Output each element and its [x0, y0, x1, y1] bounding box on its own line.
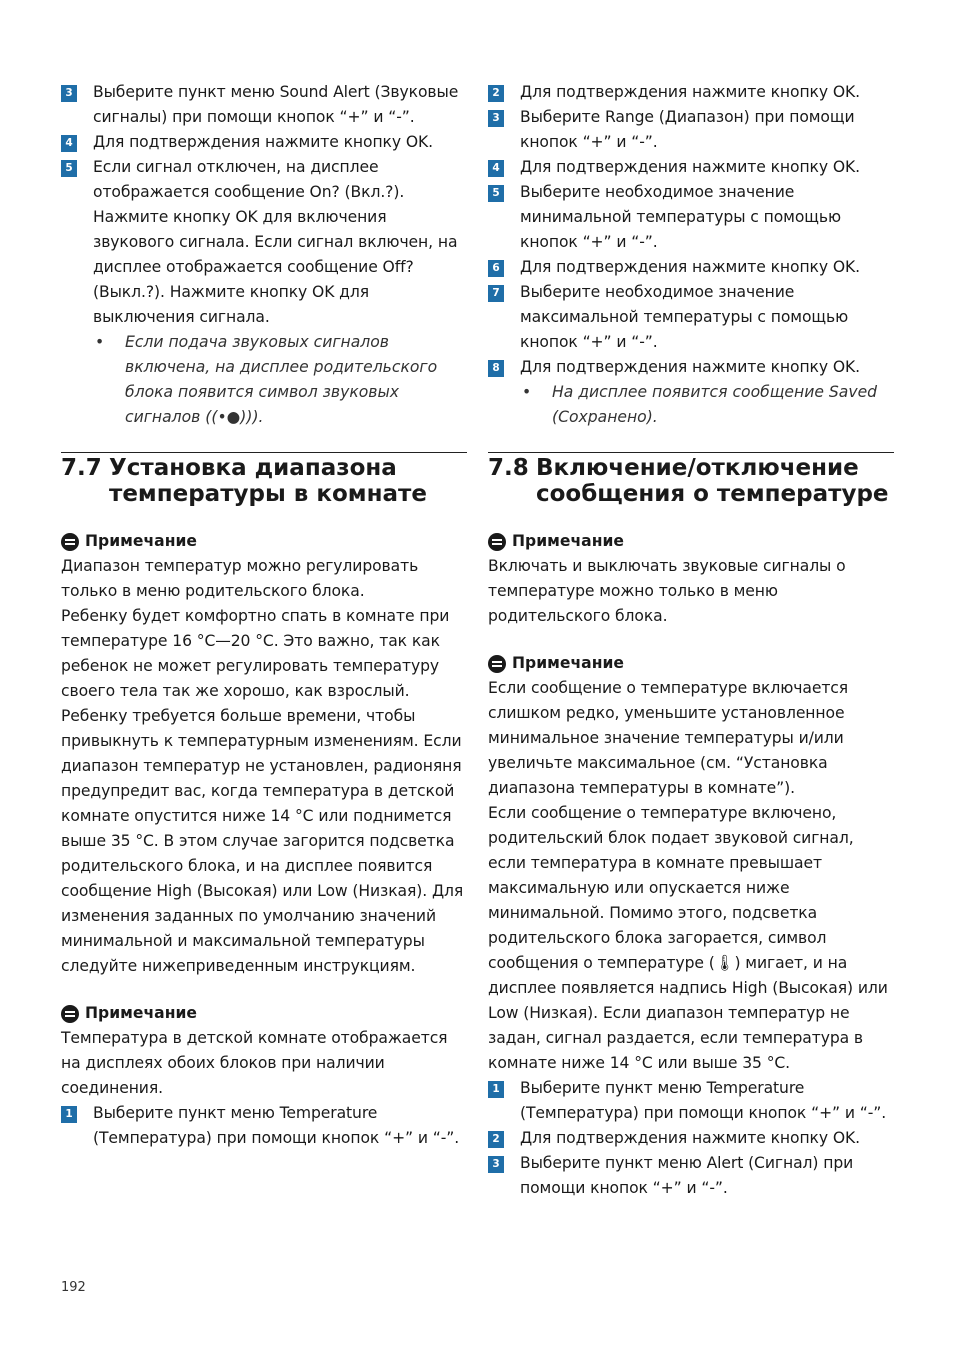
- step-item: [488, 80, 894, 105]
- step-number: 6: [488, 260, 504, 277]
- note-heading: [61, 529, 467, 554]
- step-text: Для подтверждения нажмите кнопку OK.: [520, 258, 861, 276]
- right-column: [488, 80, 894, 1201]
- step-number: 7: [488, 285, 504, 302]
- left-column: [61, 80, 467, 1151]
- note-heading: [488, 651, 894, 676]
- section-heading: [488, 455, 894, 507]
- step-text: Для подтверждения нажмите кнопку OK.: [520, 358, 861, 376]
- bullet-dot: •: [95, 333, 105, 351]
- section-7-8: [488, 452, 894, 507]
- step-number: 3: [61, 85, 77, 102]
- note-label: Примечание: [85, 1004, 197, 1022]
- step-item: [488, 1151, 894, 1201]
- step-item: [61, 130, 467, 155]
- step-item: [61, 80, 467, 130]
- note-icon: [61, 533, 79, 551]
- step-number: 1: [61, 1106, 77, 1123]
- step-item: [488, 255, 894, 280]
- step-text: Выберите пункт меню Sound Alert (Звуковые сигналы) при помощи кнопок “+” и “-”.: [93, 83, 459, 126]
- note-text: Температура в детской комнате отображается на дисплеях обоих блоков при наличии соединения.: [61, 1029, 448, 1097]
- step-number: 2: [488, 1131, 504, 1148]
- note-label: Примечание: [512, 532, 624, 550]
- note-label: Примечание: [85, 532, 197, 550]
- step-text: Выберите необходимое значение максимальной температуры с помощью кнопок “+” и “-”.: [520, 283, 849, 351]
- step-text: Выберите пункт меню Temperature (Температура) при помощи кнопок “+” и “-”.: [520, 1079, 887, 1122]
- note-text: Если сообщение о температуре включается слишком редко, уменьшите установленное минимальное значение температуры и/или увеличьте максимальное (см. “Установка диапазона температуры в комнате”).: [488, 679, 849, 797]
- note-text: Включать и выключать звуковые сигналы о температуре можно только в меню родительского блока.: [488, 557, 846, 625]
- step-number: 3: [488, 1156, 504, 1173]
- section-number: 7.8: [488, 455, 529, 481]
- step-text: Для подтверждения нажмите кнопку OK.: [520, 1129, 861, 1147]
- body-paragraph: Если сообщение о температуре включено, родительский блок подает звуковой сигнал, если температура в комнате превышает максимальную или опускается ниже минимальной. Помимо этого, подсветка родительского блока загорается, символ сообщения о температуре (🌡) мигает, и на дисплее появляется надпись High (Высокая) или Low (Низкая). Если диапазон температур не задан, сигнал раздается, если температура в комнате ниже 14 °C или выше 35 °C.: [488, 804, 888, 1072]
- step-text: Выберите необходимое значение минимальной температуры с помощью кнопок “+” и “-”.: [520, 183, 841, 251]
- step-text: Выберите пункт меню Alert (Сигнал) при помощи кнопок “+” и “-”.: [520, 1154, 854, 1197]
- step-text: Выберите пункт меню Temperature (Температура) при помощи кнопок “+” и “-”.: [93, 1104, 460, 1147]
- section-title: Установка диапазона температуры в комнате: [109, 455, 427, 507]
- section-7-7: [61, 452, 467, 507]
- bullet-item: [61, 330, 467, 430]
- bullet-text: На дисплее появится сообщение Saved (Сохранено).: [552, 383, 878, 426]
- bullet-item: [488, 380, 894, 430]
- step-number: 1: [488, 1081, 504, 1098]
- step-item: [488, 105, 894, 155]
- section-title: Включение/отключение сообщения о температуре: [536, 455, 889, 507]
- step-item: [488, 1076, 894, 1126]
- note-icon: [61, 1005, 79, 1023]
- step-number: 8: [488, 360, 504, 377]
- note-heading: [61, 1001, 467, 1026]
- section-heading: [61, 455, 467, 507]
- step-text: Выберите Range (Диапазон) при помощи кнопок “+” и “-”.: [520, 108, 855, 151]
- step-item: [488, 280, 894, 355]
- note-text: Диапазон температур можно регулировать только в меню родительского блока.: [61, 557, 419, 600]
- step-number: 5: [488, 185, 504, 202]
- step-number: 3: [488, 110, 504, 127]
- step-number: 5: [61, 160, 77, 177]
- section-number: 7.7: [61, 455, 102, 481]
- step-item: [488, 355, 894, 380]
- note-label: Примечание: [512, 654, 624, 672]
- step-item: [488, 180, 894, 255]
- step-item: [61, 155, 467, 330]
- page-number: 192: [61, 1280, 86, 1295]
- note-heading: [488, 529, 894, 554]
- step-item: [61, 1101, 467, 1151]
- step-number: 2: [488, 85, 504, 102]
- step-text: Для подтверждения нажмите кнопку OK.: [93, 133, 434, 151]
- body-paragraph: Ребенку будет комфортно спать в комнате при температуре 16 °C—20 °C. Это важно, так как ребенок не может регулировать температуру своего тела так же хорошо, как взрослый. Ребенку требуется больше времени, чтобы привыкнуть к температурным изменениям. Если диапазон температур не установлен, радионяня предупредит вас, когда температура в детской комнате опустится ниже 14 °C или поднимется выше 35 °C. В этом случае загорится подсветка родительского блока, и на дисплее появится сообщение High (Высокая) или Low (Низкая). Для изменения заданных по умолчанию значений минимальной и максимальной температуры следуйте нижеприведенным инструкциям.: [61, 607, 464, 975]
- step-text: Для подтверждения нажмите кнопку OK.: [520, 83, 861, 101]
- note-icon: [488, 533, 506, 551]
- note-icon: [488, 655, 506, 673]
- bullet-dot: •: [522, 383, 532, 401]
- step-number: 4: [488, 160, 504, 177]
- step-number: 4: [61, 135, 77, 152]
- step-item: [488, 155, 894, 180]
- bullet-text: Если подача звуковых сигналов включена, на дисплее родительского блока появится символ звуковых сигналов ((•●))).: [125, 333, 438, 426]
- step-text: Если сигнал отключен, на дисплее отображается сообщение On? (Вкл.?). Нажмите кнопку OK для включения звукового сигнала. Если сигнал включен, на дисплее отображается сообщение Off? (Выкл.?). Нажмите кнопку OK для выключения сигнала.: [93, 158, 458, 326]
- step-text: Для подтверждения нажмите кнопку OK.: [520, 158, 861, 176]
- step-item: [488, 1126, 894, 1151]
